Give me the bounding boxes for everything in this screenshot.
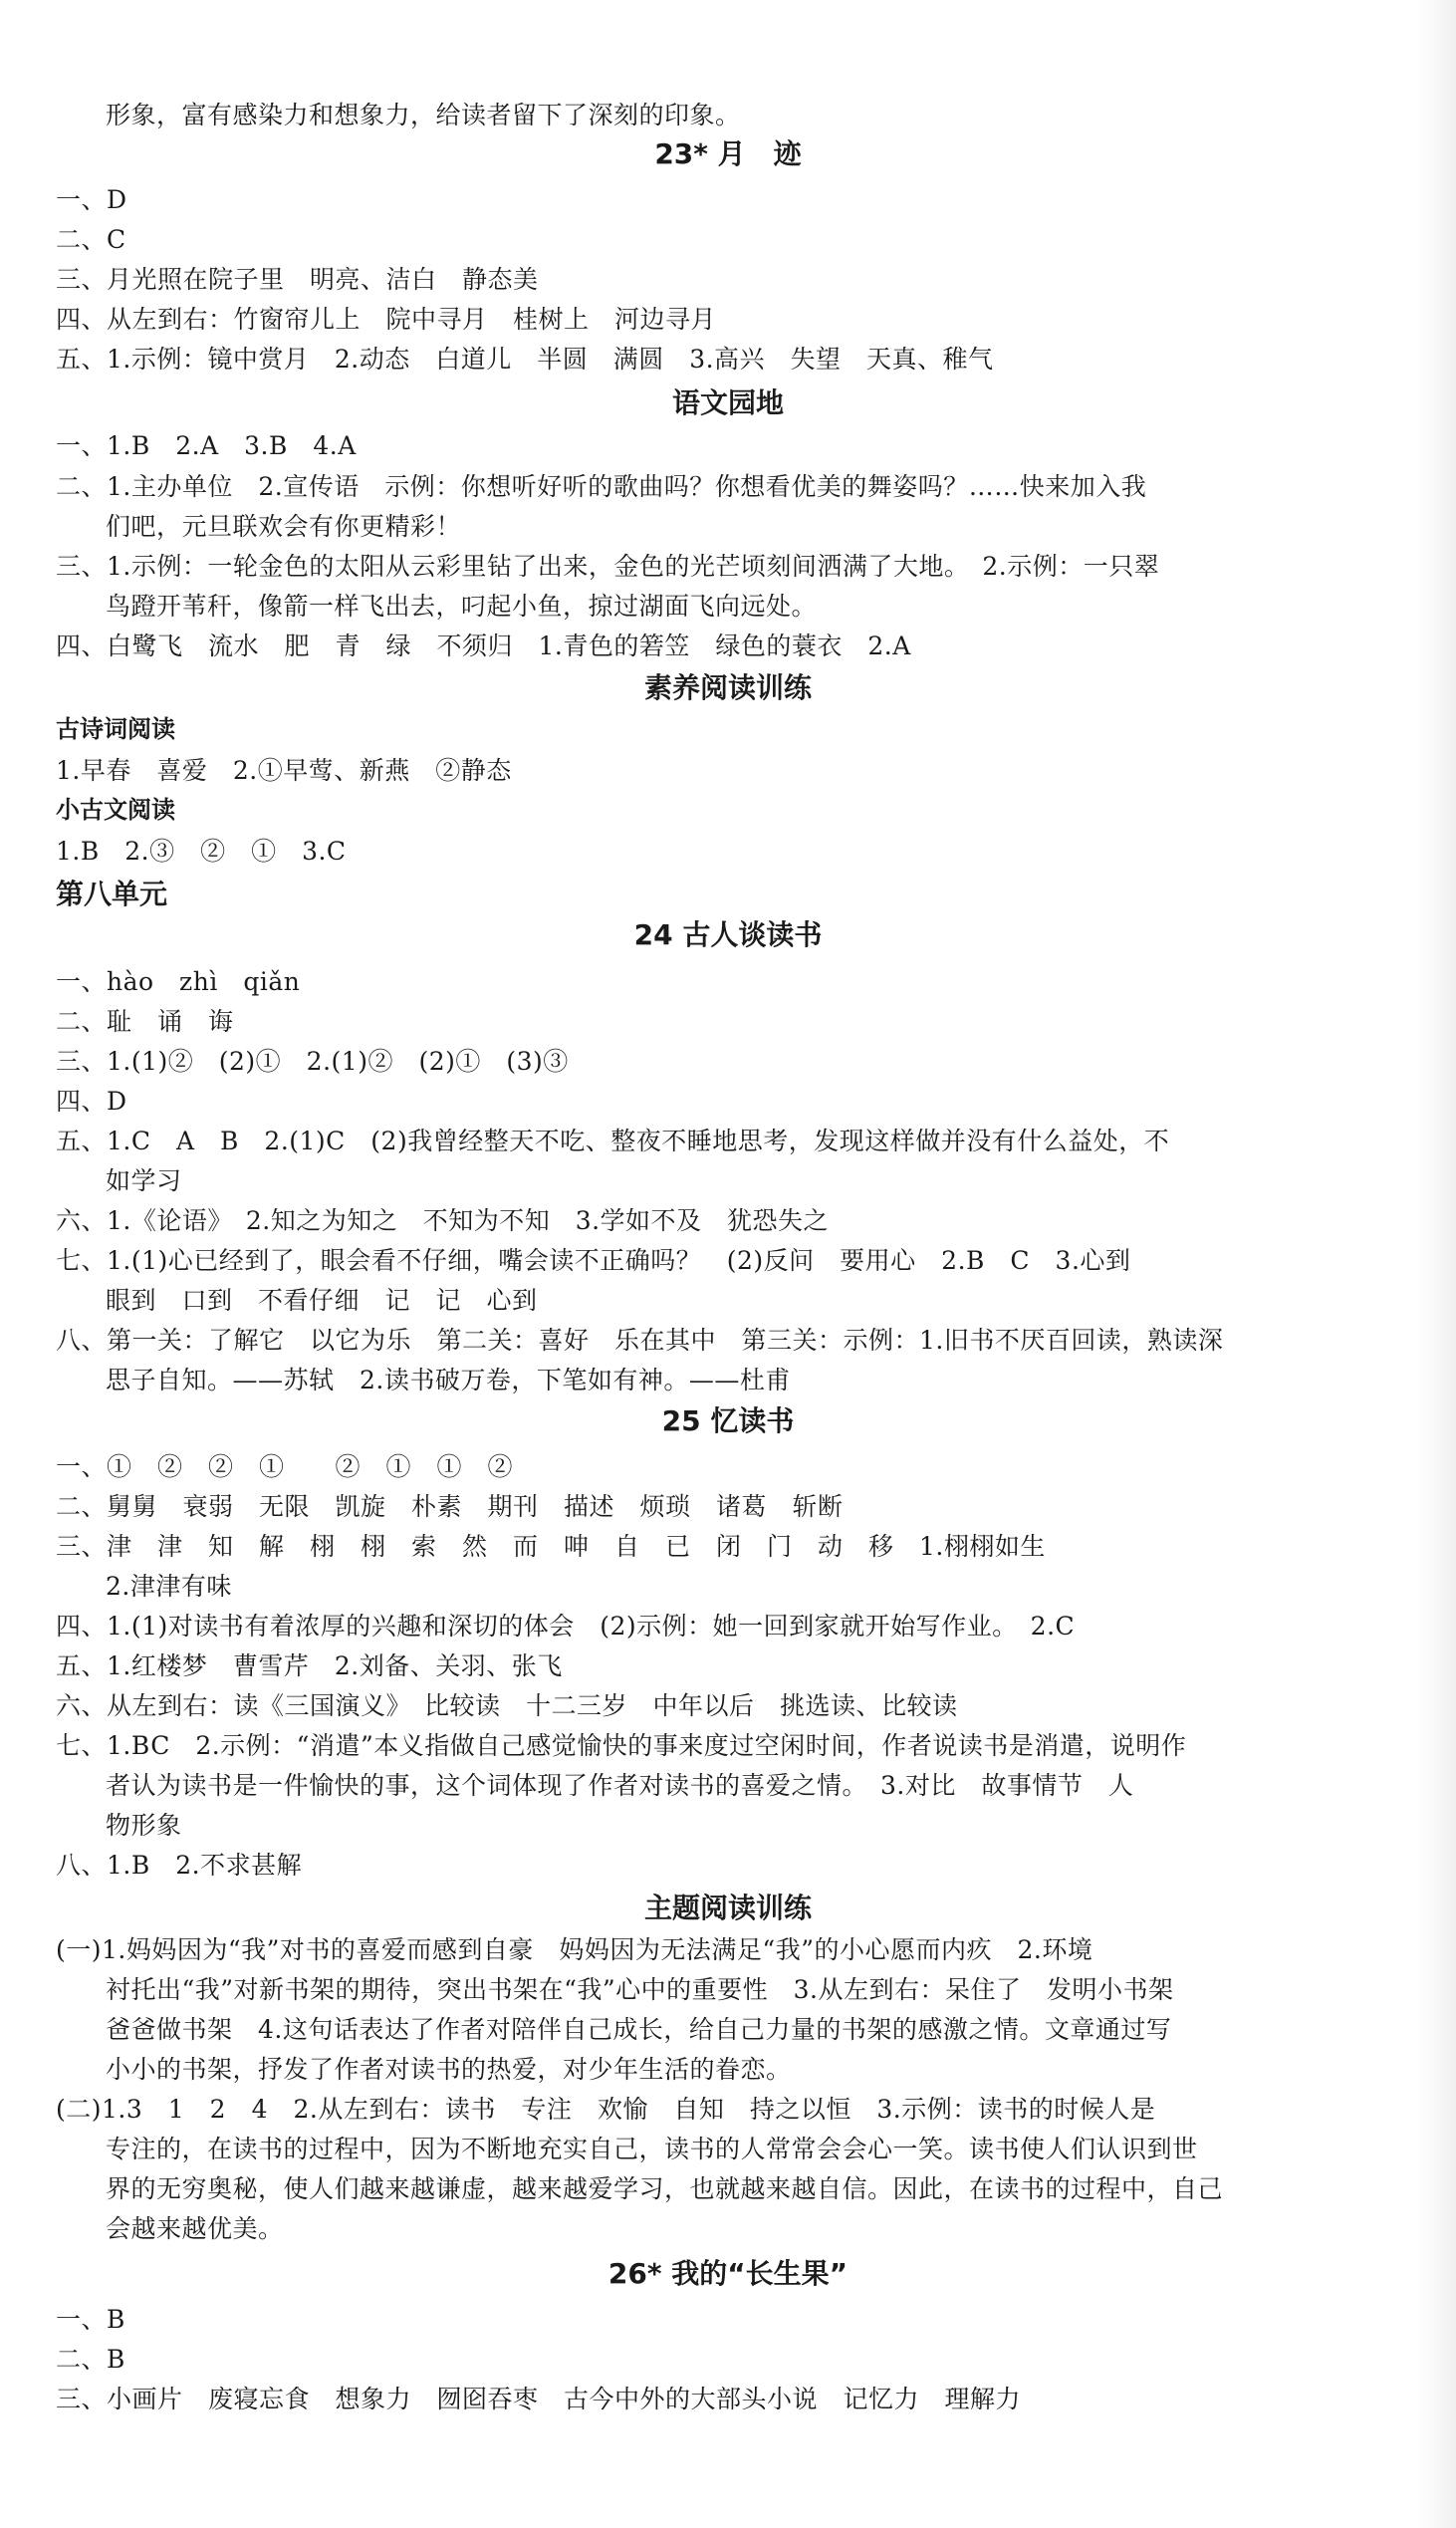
text-line: 物形象 (106, 1811, 182, 1840)
text-line: 五、1.C A B 2.(1)C (2)我曾经整天不吃、整夜不睡地思考，发现这样做并没有什么益处，不 (56, 1127, 1170, 1155)
text-line: (二)1.3 1 2 4 2.从左到右：读书 专注 欢愉 自知 持之以恒 3.示例：读书的时候人是 (56, 2095, 1156, 2124)
text-line: 三、小画片 废寝忘食 想象力 囫囵吞枣 古今中外的大部头小说 记忆力 理解力 (56, 2385, 1022, 2413)
section-title-24: 24 古人谈读书 (633, 918, 823, 951)
text-line: 二、B (56, 2345, 125, 2374)
text-line: 七、1.BC 2.示例：“消遣”本义指做自己感觉愉快的事来度过空闲时间，作者说读书是消遣，说明作 (56, 1731, 1187, 1760)
text-line: 会越来越优美。 (106, 2214, 284, 2243)
text-line: 三、1.示例：一轮金色的太阳从云彩里钻了出来，金色的光芒顷刻间洒满了大地。 2.示例：一只翠 (56, 552, 1160, 581)
text-line: 一、① ② ② ① ② ① ① ② (56, 1452, 514, 1481)
text-line: 思子自知。——苏轼 2.读书破万卷，下笔如有神。——杜甫 (106, 1366, 791, 1394)
text-line: 2.津津有味 (106, 1572, 232, 1601)
subsection-title: 古诗词阅读 (56, 715, 175, 743)
text-line: 一、hào zhì qiǎn (56, 967, 301, 996)
section-title-suyang: 素养阅读训练 (643, 671, 812, 704)
text-line: 六、从左到右：读《三国演义》 比较读 十二三岁 中年以后 挑选读、比较读 (56, 1691, 958, 1720)
text-line: 二、耻 诵 诲 (56, 1007, 234, 1036)
section-title-zhuti: 主题阅读训练 (643, 1892, 812, 1924)
text-line: 一、B (56, 2305, 125, 2334)
text-line: 八、第一关：了解它 以它为乐 第二关：喜好 乐在其中 第三关：示例：1.旧书不厌百回读，熟读深 (56, 1326, 1224, 1355)
text-line: 二、C (56, 225, 126, 254)
text-line: 一、1.B 2.A 3.B 4.A (56, 431, 357, 460)
text-line: 二、舅舅 衰弱 无限 凯旋 朴素 期刊 描述 烦琐 诸葛 斩断 (56, 1492, 844, 1521)
text-line: 四、D (56, 1087, 127, 1116)
section-title-26: 26* 我的“长生果” (607, 2257, 849, 2290)
subsection-title: 小古文阅读 (56, 796, 175, 824)
section-title-23: 23* 月 迹 (654, 137, 802, 170)
text-line: 如学习 (106, 1166, 182, 1195)
text-line: 爸爸做书架 4.这句话表达了作者对陪伴自己成长，给自己力量的书架的感激之情。文章通过写 (106, 2015, 1172, 2044)
text-line: 五、1.红楼梦 曹雪芹 2.刘备、关羽、张飞 (56, 1651, 563, 1680)
text-line: 衬托出“我”对新书架的期待，突出书架在“我”心中的重要性 3.从左到右：呆住了 发明小书架 (106, 1975, 1174, 2004)
text-line: 四、白鹭飞 流水 肥 青 绿 不须归 1.青色的箬笠 绿色的蓑衣 2.A (56, 632, 911, 660)
text-line: 二、1.主办单位 2.宣传语 示例：你想听好听的歌曲吗？你想看优美的舞姿吗？……快来加入我 (56, 472, 1147, 501)
text-line: 七、1.(1)心已经到了，眼会看不仔细，嘴会读不正确吗？ (2)反问 要用心 2.B C 3.心到 (56, 1246, 1131, 1275)
section-title-yuwenyuandi: 语文园地 (671, 386, 784, 419)
text-line: 八、1.B 2.不求甚解 (56, 1851, 303, 1880)
section-title-25: 25 忆读书 (661, 1404, 795, 1437)
text-line: 三、津 津 知 解 栩 栩 索 然 而 呻 自 已 闭 门 动 移 1.栩栩如生 (56, 1532, 1046, 1561)
text-line: 五、1.示例：镜中赏月 2.动态 白道儿 半圆 满圆 3.高兴 失望 天真、稚气 (56, 345, 994, 374)
text-line: 专注的，在读书的过程中，因为不断地充实自己，读书的人常常会会心一笑。读书使人们认识到世 (106, 2135, 1198, 2163)
text-line: 小小的书架，抒发了作者对读书的热爱，对少年生活的眷恋。 (106, 2055, 792, 2084)
text-line: 鸟蹬开苇秆，像箭一样飞出去，叼起小鱼，掠过湖面飞向远处。 (106, 592, 818, 621)
text-line: 四、从左到右：竹窗帘儿上 院中寻月 桂树上 河边寻月 (56, 305, 717, 334)
text-line: 三、1.(1)② (2)① 2.(1)② (2)① (3)③ (56, 1047, 569, 1076)
text-line: 界的无穷奥秘，使人们越来越谦虚，越来越爱学习，也就越来越自信。因此，在读书的过程中，自己 (106, 2174, 1224, 2203)
text-line: 1.B 2.③ ② ① 3.C (56, 837, 347, 866)
text-line: 一、D (56, 185, 127, 214)
page-edge-shadow (1418, 0, 1456, 2528)
text-line: 四、1.(1)对读书有着浓厚的兴趣和深切的体会 (2)示例：她一回到家就开始写作业。 2.C (56, 1612, 1076, 1641)
text-line: 眼到 口到 不看仔细 记 记 心到 (106, 1286, 538, 1315)
text-line: (一)1.妈妈因为“我”对书的喜爱而感到自豪 妈妈因为无法满足“我”的小心愿而内疚 2.环境 (56, 1935, 1093, 1964)
text-line: 们吧，元旦联欢会有你更精彩！ (106, 512, 462, 541)
text-line: 1.早春 喜爱 2.①早莺、新燕 ②静态 (56, 756, 512, 785)
text-line: 三、月光照在院子里 明亮、洁白 静态美 (56, 265, 539, 294)
text-line: 形象，富有感染力和想象力，给读者留下了深刻的印象。 (106, 101, 741, 129)
text-line: 者认为读书是一件愉快的事，这个词体现了作者对读书的喜爱之情。 3.对比 故事情节 人 (106, 1771, 1134, 1800)
text-line: 六、1.《论语》 2.知之为知之 不知为不知 3.学如不及 犹恐失之 (56, 1206, 830, 1235)
unit-heading: 第八单元 (56, 878, 168, 910)
